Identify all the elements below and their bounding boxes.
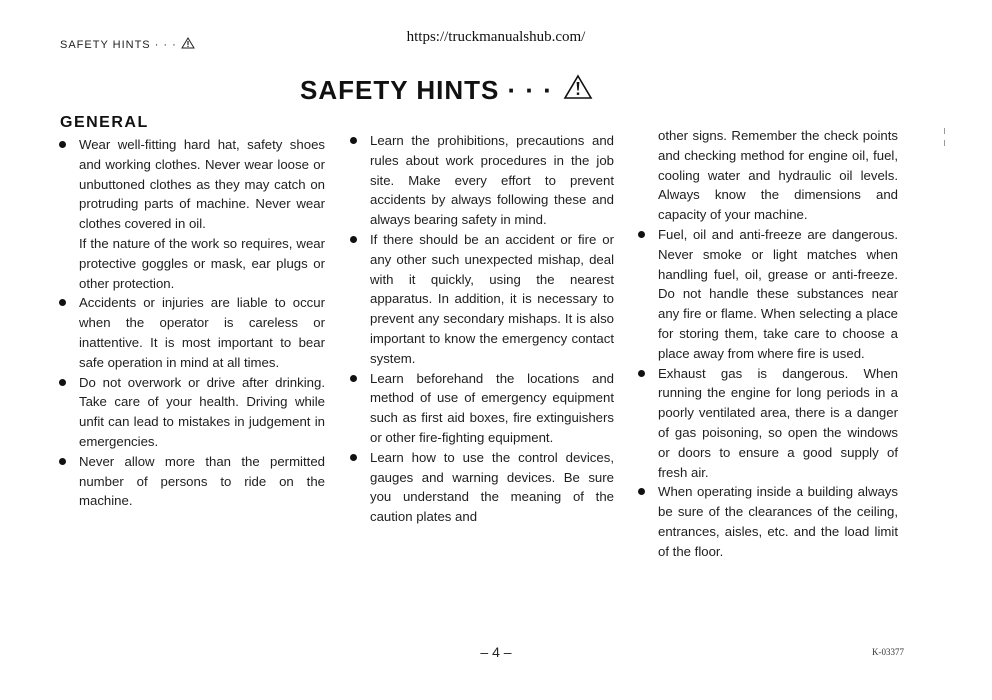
section-heading: GENERAL [60, 114, 149, 131]
bullet-item: If there should be an accident or fire or any other such unexpected mishap, deal with it quickly, using the nearest apparatus. In addition, it is necessary to prevent any secondary mishaps. It is also important to know the emergency contact system. [348, 230, 614, 369]
text-column-1 [57, 135, 325, 511]
running-head-text: SAFETY HINTS · · · [60, 38, 177, 51]
bullet-item: Wear well-fitting hard hat, safety shoes and working clothes. Never wear loose or unbuttoned clothes as they may catch on protruding parts of machine. Never wear clothes covered in oil. [57, 135, 325, 234]
continued-paragraph: other signs. Remember the check points and checking method for engine oil, fuel, cooling water and hydraulic oil levels. Always know the dimensions and capacity of your machine. [658, 128, 898, 223]
bullet-item: Never allow more than the permitted number of persons to ride on the machine. [57, 452, 325, 511]
text-column-2 [348, 131, 614, 527]
bullet-item: When operating inside a building always be sure of the clearances of the ceiling, entrances, aisles, etc. and the load limit of the floor. [636, 482, 898, 561]
bullet-item: Learn how to use the control devices, gauges and warning devices. Be sure you understand the meaning of the caution plates and [348, 448, 614, 527]
source-url: https://truckmanualshub.com/ [406, 29, 586, 45]
bullet-item: Accidents or injuries are liable to occur when the operator is careless or inattentive. It is most important to bear safe operation in mind at all times. [57, 293, 325, 372]
page-title-text: SAFETY HINTS · · · [300, 75, 553, 105]
bullet-item: Exhaust gas is dangerous. When running the engine for long periods in a poorly ventilated area, there is a danger of gas poisoning, so open the windows or doors to ensure a good supply of fresh air. [636, 364, 898, 483]
warning-triangle-icon [563, 74, 593, 107]
bullet-item: Do not overwork or drive after drinking. Take care of your health. Driving while unfit can lead to mistakes in judgement in emergencies. [57, 373, 325, 452]
document-code: K-03377 [872, 647, 904, 657]
continued-paragraph: If the nature of the work so requires, wear protective goggles or mask, ear plugs or other protection. [79, 235, 325, 291]
page-title [300, 74, 593, 107]
edge-mark [944, 128, 945, 134]
bullet-item: Fuel, oil and anti-freeze are dangerous. Never smoke or light matches when handling fuel, oil, grease or anti-freeze. Do not handle these substances near any fire or flame. When selecting a place for storing them, take care to choose a place away from where fire is used. [636, 225, 898, 364]
bullet-item: Learn the prohibitions, precautions and rules about work procedures in the job site. Make every effort to prevent accidents by always following these and always bearing safety in mind. [348, 131, 614, 230]
text-column-3 [636, 126, 898, 562]
edge-mark [944, 140, 945, 146]
bullet-item: Learn beforehand the locations and method of use of emergency equipment such as first aid boxes, fire extinguishers or other fire-fighting equipment. [348, 369, 614, 448]
page-number: – 4 – [480, 644, 512, 660]
